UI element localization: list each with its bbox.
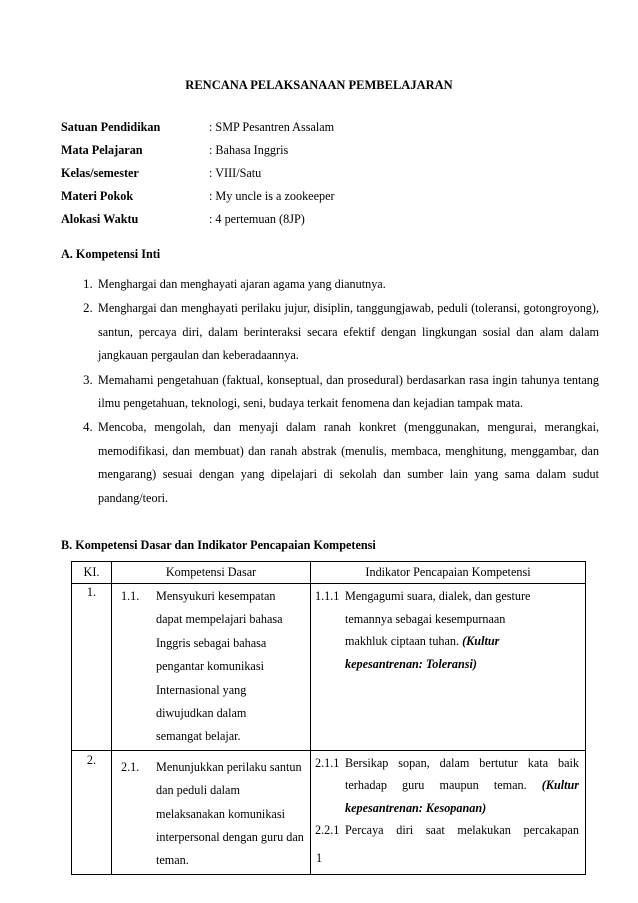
list-item: 2. Menghargai dan menghayati perilaku jujur, disiplin, tanggungjawab, peduli (toleransi, gotongroyong), santun, percaya diri, dalam berinteraksi secara efektif dengan lingkungan sosial dan alam dalam jangkauan pergaulan dan keberadaannya.	[96, 296, 599, 367]
meta-value: : VIII/Satu	[209, 166, 262, 180]
culture-note: (Kultur kepesantrenan: Toleransi)	[345, 634, 500, 671]
indicator-text: Bersikap sopan, dalam bertutur kata baik terhadap guru maupun teman.	[345, 755, 579, 793]
meta-key: Satuan Pendidikan	[61, 120, 161, 134]
competency-table	[71, 561, 586, 875]
table-row	[72, 584, 586, 751]
meta-row	[61, 189, 335, 212]
kd-text: Menunjukkan perilaku santun dan peduli dalam melaksanakan komunikasi interpersonal dengan guru dan teman.	[156, 759, 304, 868]
page-number: 1	[315, 851, 323, 865]
indicator-text: Mengagumi suara, dialek, dan gesture temannya sebagai kesempurnaan makhluk ciptaan tuhan.	[345, 589, 531, 648]
section-a-heading: A. Kompetensi Inti	[61, 247, 161, 261]
column-header: Indikator Pencapaian Kompetensi	[311, 562, 586, 584]
indicator-number: 1.1.1	[315, 589, 340, 603]
table-header-row	[72, 562, 586, 584]
meta-key: Kelas/semester	[61, 166, 139, 180]
meta-row	[61, 143, 335, 166]
meta-key: Alokasi Waktu	[61, 212, 139, 226]
meta-value: : My uncle is a zookeeper	[209, 189, 335, 203]
ki-cell: 2.	[72, 750, 112, 874]
indicator-text: Percaya diri saat melakukan percakapan	[345, 823, 579, 838]
meta-key: Mata Pelajaran	[61, 143, 143, 157]
meta-value: : Bahasa Inggris	[209, 143, 289, 157]
section-b-heading: B. Kompetensi Dasar dan Indikator Pencapaian Kompetensi	[61, 538, 376, 552]
column-header: KI.	[72, 562, 112, 584]
meta-value: : SMP Pesantren Assalam	[209, 120, 335, 134]
list-item: 4. Mencoba, mengolah, dan menyaji dalam ranah konkret (menggunakan, mengurai, merangkai, memodifikasi, dan membuat) dan ranah abstrak (menulis, membaca, menghitung, menggambar, dan mengarang) sesuai dengan yang dipelajari di sekolah dan sumber lain yang sama dalam sudut pandang/teori.	[96, 415, 599, 510]
kd-number: 2.1.	[121, 759, 140, 774]
meta-row	[61, 120, 335, 143]
metadata-block	[61, 120, 335, 235]
meta-row	[61, 212, 335, 235]
meta-value: : 4 pertemuan (8JP)	[209, 212, 305, 226]
meta-row	[61, 166, 335, 189]
kd-text: Mensyukuri kesempatan dapat mempelajari bahasa Inggris sebagai bahasa pengantar komunikasi Internasional yang diwujudkan dalam semangat belajar.	[156, 589, 283, 744]
meta-key: Materi Pokok	[61, 189, 134, 203]
ki-cell: 1.	[72, 584, 112, 751]
document-title: RENCANA PELAKSANAAN PEMBELAJARAN	[185, 78, 453, 92]
culture-note: (Kultur kepesantrenan: Kesopanan)	[345, 778, 580, 815]
indicator-cell	[311, 584, 586, 751]
kd-cell	[112, 584, 311, 751]
kd-number: 1.1.	[121, 589, 140, 603]
indicator-number: 2.2.1	[315, 823, 340, 838]
kompetensi-inti-list	[80, 272, 599, 510]
column-header: Kompetensi Dasar	[112, 562, 311, 584]
list-item: 1. Menghargai dan menghayati ajaran agama yang dianutnya.	[96, 272, 599, 296]
list-item: 3. Memahami pengetahuan (faktual, konseptual, dan prosedural) berdasarkan rasa ingin tahunya tentang ilmu pengetahuan, teknologi, seni, budaya terkait fenomena dan kejadian tampak mata.	[96, 368, 599, 416]
indicator-number: 2.1.1	[315, 755, 340, 770]
